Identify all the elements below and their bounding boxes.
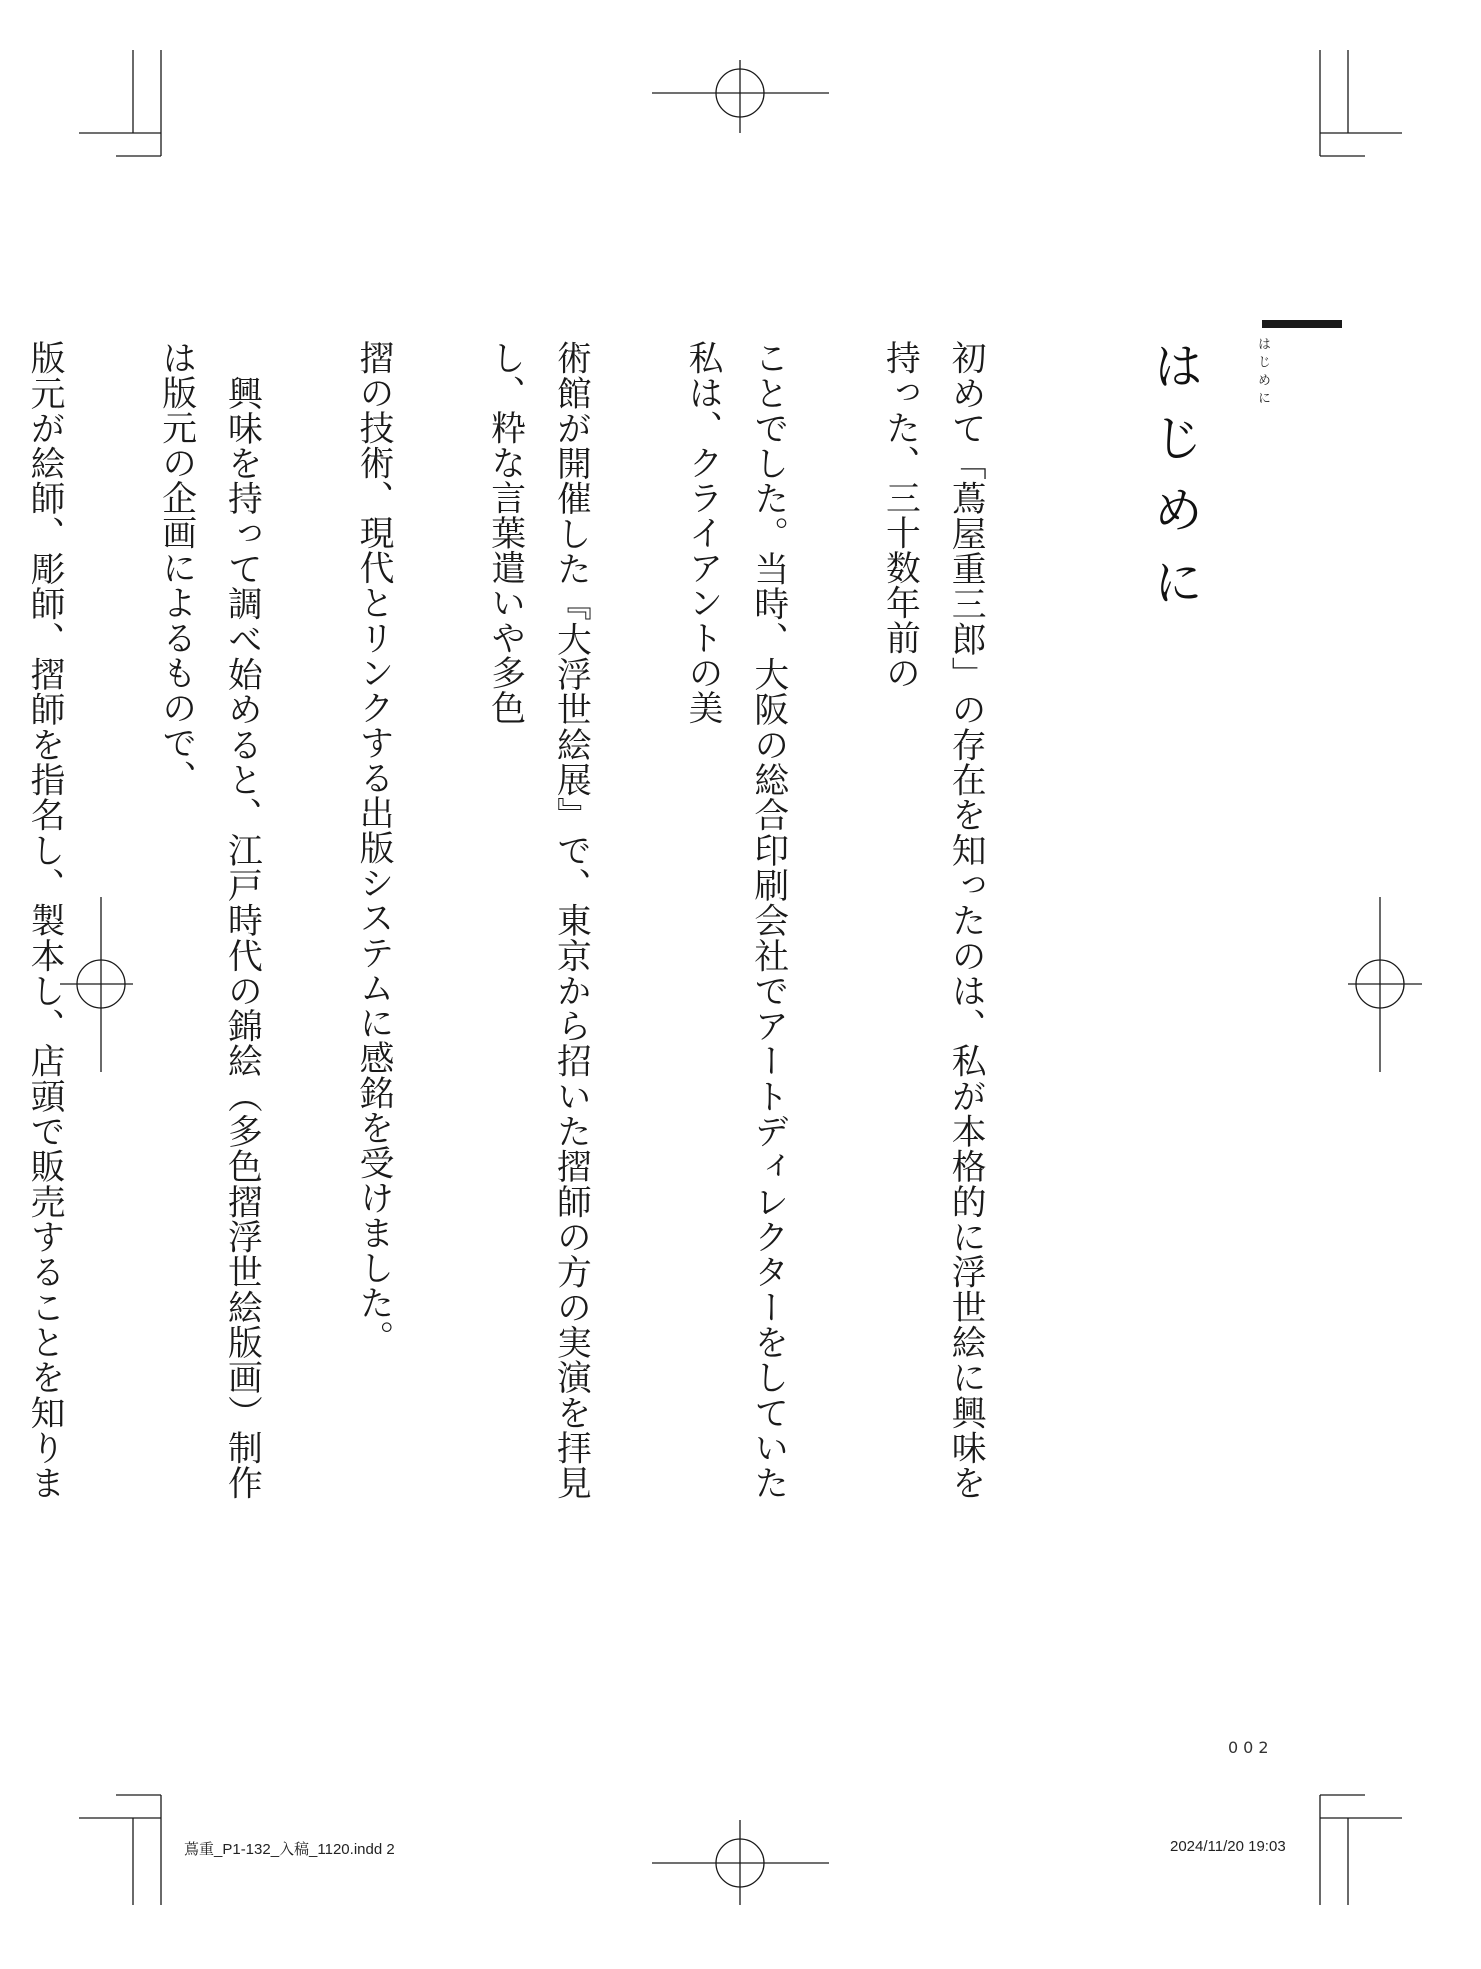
body-line: 版元が絵師、彫師、摺師を指名し、製本し、店頭で販売することを知りま [24, 340, 65, 1500]
crop-mark-top-right [1320, 50, 1402, 156]
crop-mark-bottom-left [79, 1795, 161, 1905]
running-head-bar [1262, 320, 1342, 328]
register-mark-right [1348, 897, 1422, 1072]
body-line: 術館が開催した『大浮世絵展』で、東京から招いた摺師の方の実演を拝見し、粋な言葉遣いや多色 [484, 340, 591, 1500]
body-line: ことでした。当時、大阪の総合印刷会社でアートディレクターをしていた私は、クライアントの美 [682, 340, 788, 1500]
body-line: 摺の技術、現代とリンクする出版システムに感銘を受けました。 [353, 340, 394, 1355]
running-head: はじめに [1255, 337, 1270, 409]
chapter-title: はじめに [1145, 340, 1204, 628]
crop-mark-top-left [79, 50, 161, 156]
page-number: 002 [1228, 1738, 1274, 1757]
register-mark-top [652, 60, 829, 133]
slug-timestamp: 2024/11/20 19:03 [1170, 1838, 1286, 1855]
body-line: 初めて「蔦屋重三郎」の存在を知ったのは、私が本格的に浮世絵に興味を持った、三十数年前の [879, 340, 986, 1500]
body-line: 興味を持って調べ始めると、江戸時代の錦絵（多色摺浮世絵版画）制作は版元の企画によるもので、 [155, 340, 262, 1500]
register-mark-bottom [652, 1820, 829, 1905]
slug-filename: 蔦重_P1-132_入稿_1120.indd 2 [184, 1841, 395, 1858]
crop-mark-bottom-right [1320, 1795, 1402, 1905]
body-text [0, 340, 1063, 1500]
